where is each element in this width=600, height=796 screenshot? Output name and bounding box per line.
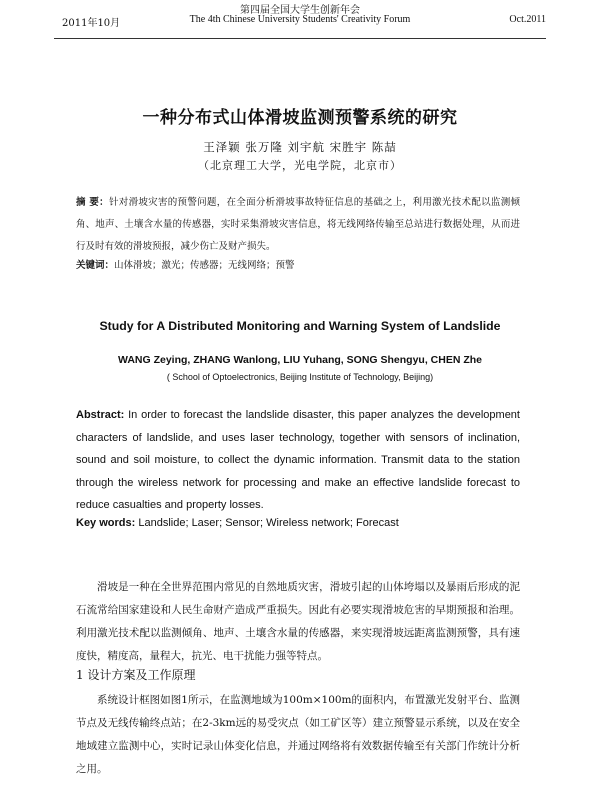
title-en: Study for A Distributed Monitoring and Warning System of Landslide <box>99 319 501 333</box>
intro-paragraph: 滑坡是一种在全世界范围内常见的自然地质灾害，滑坡引起的山体垮塌以及暴雨后形成的泥石流常给国家建设和人民生命财产造成严重损失。因此有必要实现滑坡危害的早期预报和治理。利用激光技术配以监测倾角、地声、土壤含水量的传感器，来实现滑坡远距离监测预警，具有速度快，精度高，量程大，抗光、电干扰能力强等特点。 <box>76 581 520 662</box>
page-title: 一种分布式山体滑坡监测预警系统的研究 <box>142 108 458 128</box>
header-date-en: Oct.2011 <box>509 14 546 25</box>
page-header <box>54 0 546 39</box>
authors-en: WANG Zeying, ZHANG Wanlong, LIU Yuhang, SONG Shengyu, CHEN Zhe <box>117 354 482 366</box>
affiliation-cn: （北京理工大学，光电学院，北京市） <box>198 159 402 172</box>
keywords-en <box>76 517 520 529</box>
abstract-en-label: Abstract: <box>76 409 125 421</box>
header-date-cn: 2011年10月 <box>62 18 121 29</box>
keywords-cn-text: 山体滑坡；激光；传感器；无线网络；预警 <box>114 260 295 271</box>
header-forum-en: The 4th Chinese University Students' Creativity Forum <box>189 14 411 25</box>
abstract-en <box>76 404 520 517</box>
section-heading: 1 设计方案及工作原理 <box>76 668 196 682</box>
abstract-cn-label: 摘 要： <box>76 197 109 208</box>
conference-name: 第四届全国大学生创新年会 <box>240 5 360 16</box>
affiliation-en: ( School of Optoelectronics, Beijing Institute of Technology, Beijing) <box>166 372 434 382</box>
authors-cn: 王泽颖 张万隆 刘宇航 宋胜宇 陈喆 <box>203 140 397 154</box>
abstract-cn <box>76 192 520 258</box>
keywords-cn-label: 关键词： <box>76 260 115 271</box>
keywords-en-text: Landslide; Laser; Sensor; Wireless network; Forecast <box>138 517 399 529</box>
abstract-en-text: In order to forecast the landslide disaster, this paper analyzes the development characters of landslide, and uses laser technology, together with sensors of inclination, sound and soil moisture, to collect the dynamic information. Transmit data to the station through the wireless network for processing and make an effective landslide forecast to reduce casualties and property losses. <box>76 409 520 511</box>
section-paragraph: 系统设计框图如图1所示，在监测地域为100m×100m的面积内，布置激光发射平台、监测节点及无线传输终点站；在2-3km远的易受灾点（如工矿区等）建立预警显示系统，以及在安全地域建立监测中心，实时记录山体变化信息，并通过网络将有效数据传输至有关部门作统计分析之用。 <box>76 694 520 775</box>
abstract-cn-text: 针对滑坡灾害的预警问题，在全面分析滑坡事故特征信息的基础之上，利用激光技术配以监测倾角、地声、土壤含水量的传感器，实时采集滑坡灾害信息，将无线网络传输至总站进行数据处理，从而进行及时有效的滑坡预报，减少伤亡及财产损失。 <box>76 197 520 252</box>
keywords-cn <box>76 257 520 271</box>
keywords-en-label: Key words: <box>76 517 136 529</box>
